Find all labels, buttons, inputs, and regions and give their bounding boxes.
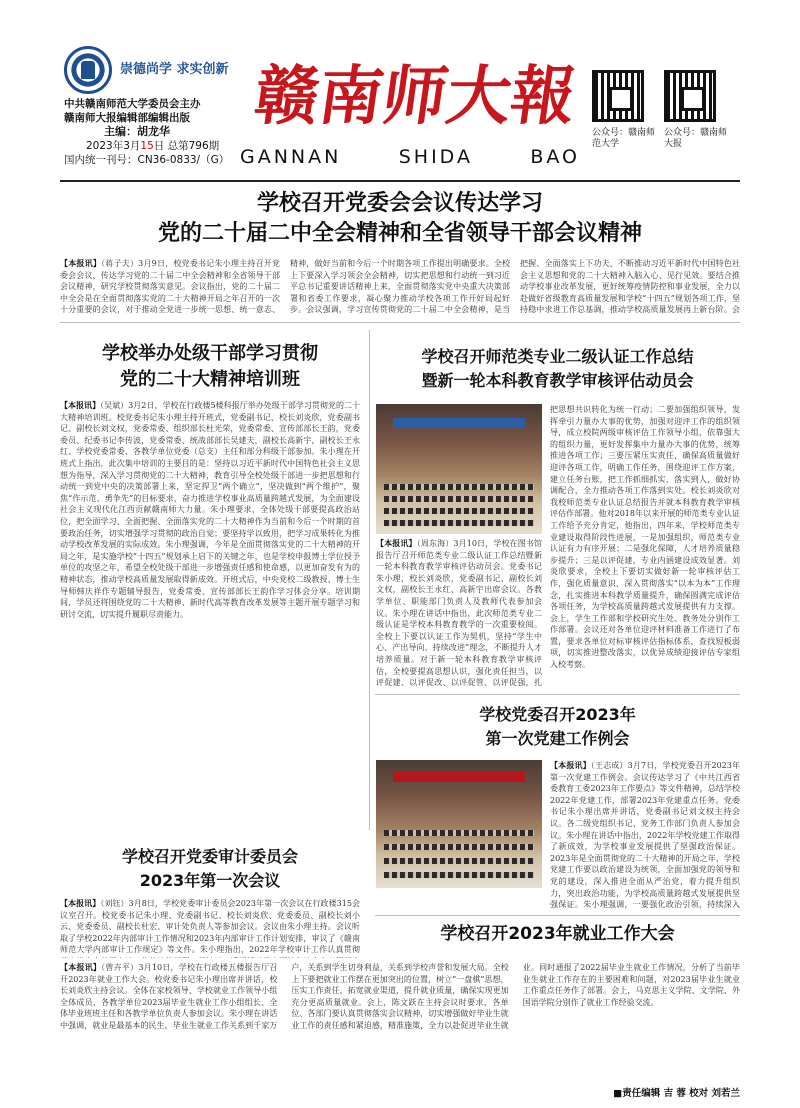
jobs-body: 【本报讯】（曾卉平）3月10日，学校在行政楼五楼报告厅召开2023年就业工作大会。校党委书记朱小理出席并讲话，校长刘炎欣主持会议。全体在家校领导、学校就业工作领导小组全体成员、各教学单位2023届毕业生就业工作小组组长、全体毕业班班主任和各教学单位负责人参加会议。朱小理在讲话中强调，就业是最基本的民生，毕业生就业工作关系到千家万户，关系到学生切身利益，关系到学校声誉和发展大局。全校上下要把就业工作摆在更加突出的位置，树立“一盘棋”思想，压实工作责任，拓宽就业渠道，提升就业质量，确保实现更加充分更高质量就业。会上，陈文跃在主持会议时要求，各单位、各部门要认真贯彻落实会议精神，切实增强做好毕业生就业工作的责任感和紧迫感，精准施策，全力以赴促进毕业生就业。同时通报了2022届毕业生就业工作情况，分析了当前毕业生就业工作存在的主要困难和问题，对2023届毕业生就业工作重点任务作了部署。会上，马克思主义学院、文学院、外国语学院分别作了就业工作经验交流。 (60, 962, 740, 1030)
cert-body-col2: 把思想共识转化为统一行动；二要加强组织领导，发挥牵引力量办大事的优势，加强对迎评工作的组织领导，成立校院两级审核评估工作领导小组，依靠强大的组织力量，更好发挥集中力量办大事的优势，统筹推进各项工作；三要压紧压实责任，确保高质量做好迎评各项工作，明确工作任务，围绕迎评工作方案，建立任务台账，把工作抓细抓实，落实到人，做好协调配合，全力推动各项工作落到实处。校长刘炎欣对我校师范类专业认证总结报告并就本科教育教学审核评估作部署。他对2018年以来开展的师范类专业认证工作给予充分肯定，他指出，四年来，学校师范类专业建设取得阶段性进展，一是加强组织，师范类专业认证有力有序开展；二是强化保障，人才培养质量稳步提升；三是以评促建，专业内涵建设成效显著。刘炎欣要求，全校上下要切实做好新一轮审核评估工作，强化质量意识，深入贯彻落实“以本为本”工作理念，扎实推进本科教学质量提升，确保圆满完成评估各项任务，为学校高质量跨越式发展提供有力支撑。会上，学生工作部和学校研究生处、教务处分别作工作部署。会议还对各单位迎评材料准备工作进行了布置，要求各单位对标审核评估指标体系，查找短板弱项，切实推进整改落实，以优异成绩迎接评估专家组入校考察。 (550, 405, 740, 670)
divider (60, 322, 740, 323)
party-headline-2: 第一次党建工作例会 (485, 729, 630, 748)
qr-code-newspaper (664, 70, 716, 122)
editor-credit: ■责任编辑 吉 蓉 校对 刘若兰 (613, 1088, 740, 1099)
cert-headline-2: 暨新一轮本科教育教学审核评估动员会 (421, 371, 694, 390)
divider (369, 330, 370, 830)
training-body: 【本报讯】（吴斌）3月2日，学校在行政楼5楼科报厅举办处级干部学习贯彻党的二十大精神培训班。校党委书记朱小理主持开班式，党委副书记、校长刘炎欣，党委副书记、副校长刘文权，党委常委、组织部长杜光荣，党委常委、宣传部部长王韵，党委委员、纪委书记李传波，党委常委、统战部部长吴建夫，副校长高新宇，副校长王永红、学校党委常委、各教学单位党委（总支）主任和部分科级干部参加。朱小理在开班式上指出，此次集中培训的主要目的是：坚持以习近平新时代中国特色社会主义思想为指导，深入学习贯彻党的二十大精神，教育引导全校处级干部进一步把思想和行动统一到党中央的决策部署上来，坚定捍卫“两个确立”，坚决做到“两个维护”，聚焦“作示范、勇争先”的目标要求，奋力推进学校事业高质量跨越式发展，为全面建设社会主义现代化江西贡献赣南师大力量。朱小理要求，全体处级干部要提高政治站位，把全面学习、全面把握、全面落实党的二十大精神作为当前和今后一个时期的首要政治任务，切实增强学习贯彻的政治自觉；要坚持学以致用，把学习成果转化为推动学校改革发展的实际成效。朱小理强调，今年是全面贯彻落实党的二十大精神的开局之年，是实施学校“十四五”规划承上启下的关键之年，也是学校申报博士学位授予单位的攻坚之年，希望全校处级干部进一步增强责任感和使命感，以更加奋发有为的精神状态，推动学校高质量发展取得新成效。开班式后，中央党校二级教授、博士生导师韩庆祥作专题辅导报告，党委常委、宣传部部长王韵作学习体会分享。培训期间，学员还将围绕党的二十大精神、新时代高等教育改革发展等主题开展专题学习和研讨交流，切实提升履职尽责能力。 (60, 400, 360, 619)
divider (375, 915, 740, 916)
qr-code-university (592, 70, 644, 122)
sponsor-line: 中共赣南师范大学委员会主办 (64, 98, 201, 110)
publication-info (64, 97, 229, 167)
divider (375, 694, 740, 695)
stage-banner (393, 772, 526, 782)
audit-body-intro: 【本报讯】（刘钰）3月8日，学校党委审计委员会2023年第一次会议在行政楼315会议室召开。校党委书记朱小理、党委副书记、校长刘炎欣、党委委员、副校长刘小云、党委委员、副校长杜宏、审计处负责人等参加会议。会议由朱小理主持。会议听取了学校2022年内部审计工作情况和2023年内部审计工作计划安排，审议了《赣南师范大学内部审计工作规定》等文件。朱小理指出，2022年学校审计工作认真贯彻 (60, 898, 360, 955)
training-headline-1: 学校举办处级干部学习贯彻 (102, 343, 318, 364)
chief-editor: 主编：胡龙华 (104, 125, 170, 138)
masthead-divider (60, 180, 740, 182)
cert-headline-1: 学校召开师范类专业二级认证工作总结 (421, 347, 694, 366)
lead-headline-1: 学校召开党委会会议传达学习 (256, 191, 543, 216)
newspaper-pinyin: GANNAN SHIDA BAO (240, 146, 580, 168)
issn-number: 国内统一刊号：CN36-0833/（G） (64, 154, 230, 166)
cert-meeting-photo (376, 404, 542, 534)
cert-body-col1: 【本报讯】（周东海）3月10日，学校在图书馆报告厅召开师范类专业二级认证工作总结暨新一轮本科教育教学审核评估动员会。党委书记朱小理，校长刘炎欣，党委副书记、副校长刘文权，副校长王永红、高新宇出席会议。各教学单位、职能部门负责人及教师代表参加会议。朱小理在讲话中指出，此次师范类专业二级认证是学校本科教育教学的一次重要检阅。全校上下要以认证工作为契机，坚持“学生中心、产出导向、持续改进”理念，不断提升人才培养质量。对于新一轮本科教育教学审核评估，全校要提高思想认识，强化责任担当，以评促建、以评促改、以评促管、以评促强，扎 (376, 538, 542, 688)
stage-banner (393, 418, 526, 428)
lead-body-col3: 把握、全面落实上下功夫，不断推动习近平新时代中国特色社会主义思想和党的二十大精神入脑入心、见行见效。要结合推动学校事业改革发展，更好统筹疫情防控和事业发展，全力以赴做好省级教育高质量发展和学校“十四五”规划各项工作，坚持稳中求进工作总基调，推动学校高质量发展再上新台阶。会 (520, 259, 740, 315)
qr-label-newspaper: 公众号：赣南师大报 (664, 128, 728, 149)
issue-date: 2023年3月15日 总第796期 (86, 140, 220, 152)
jobs-headline: 学校召开2023年就业工作大会 (440, 924, 675, 944)
qr-label-university: 公众号：赣南师范大学 (592, 128, 656, 149)
party-body: 【本报讯】（王志成）3月7日，学校党委召开2023年第一次党建工作例会。会议传达学习了《中共江西省委教育工委2023年工作要点》等文件精神，总结学校2022年党建工作，部署2023年党建重点任务。党委书记朱小理出席并讲话，党委副书记刘文权主持会议。各二级党组织书记、党务工作部门负责人参加会议。朱小理在讲话中指出，2022年学校党建工作取得了新成效，为学校事业发展提供了坚强政治保证。2023年是全面贯彻党的二十大精神的开局之年，学校党建工作要以政治建设为统领，全面加强党的领导和党的建设，深入推进全面从严治党，着力提升组织力，突出政治功能，为学校高质量跨越式发展提供坚强保证。朱小理强调，一要强化政治引领，持续深入 (550, 760, 740, 910)
publisher-line: 赣南师大报编辑部编辑出版 (64, 112, 190, 124)
school-motto: 崇德尚学 求实创新 (120, 62, 229, 77)
lead-headline-2: 党的二十届二中全会精神和全省领导干部会议精神 (157, 221, 642, 246)
school-logo (64, 46, 112, 94)
audit-headline-1: 学校召开党委审计委员会 (121, 847, 298, 866)
party-meeting-photo (376, 760, 542, 888)
lead-body-col1: 【本报讯】（蒋子夫）3月9日，校党委书记朱小理主持召开党委会会议，传达学习党的二十届二中全会精神和全省领导干部会议精神，研究学校贯彻落实意见。会议指出，党的二十届二中全会是在全面贯彻落实党的二十大精神开局之年召开的一次十分重要的会议，对于推动全党进一步统一思想、统一意志、 (60, 258, 280, 315)
newspaper-title: 赣 南 师 大 報 (249, 59, 581, 134)
lead-body-col2: 精神，做好当前和今后一个时期各项工作提出明确要求。全校上下要深入学习领会全会精神，切实把思想和行动统一到习近平总书记重要讲话精神上来，全面贯彻落实党中央重大决策部署和省委工作要求，凝心聚力推动学校各项工作开好局起好步。会议强调，学习宣传贯彻党的二十届二中全会精神，是当 (290, 259, 510, 315)
training-headline-2: 党的二十大精神培训班 (120, 369, 300, 390)
audit-headline-2: 2023年第一次会议 (139, 871, 281, 890)
party-headline-1: 学校党委召开2023年 (479, 705, 636, 724)
masthead (0, 0, 800, 182)
